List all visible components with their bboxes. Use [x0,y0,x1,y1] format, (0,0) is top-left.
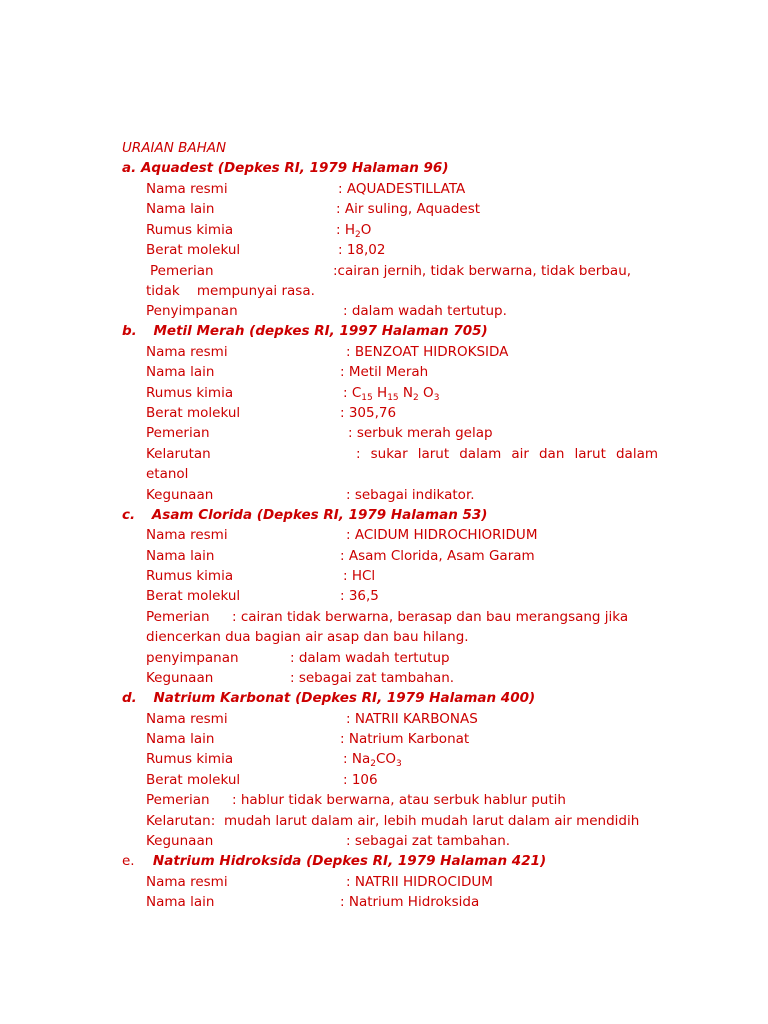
section-title: Metil Merah (depkes RI, 1997 Halaman 705) [153,323,488,339]
section-title: Natrium Hidroksida [152,853,302,869]
row-value: : AQUADESTILLATA [338,181,466,197]
row-key: Kelarutan [146,446,211,462]
section-a-heading [122,159,449,177]
row-value: : Natrium Karbonat [340,731,470,747]
row-key: Berat molekul [146,588,241,604]
row-key: Rumus kimia [146,751,234,767]
section-title: Asam Clorida (Depkes RI, 1979 Halaman 53) [151,507,488,523]
row-key: Berat molekul [146,405,241,421]
row-key: Pemerian [146,792,210,808]
row-value: : 305,76 [340,405,397,421]
row-value: : hablur tidak berwarna, atau serbuk hablur putih [232,792,566,808]
section-title-rest: (Depkes RI, 1979 Halaman 421) [301,853,547,869]
row-value: : Natrium Hidroksida [340,894,480,910]
row-key: Nama resmi [146,181,228,197]
row-continuation: etanol [146,466,189,482]
formula-value: : $H_2O$ [336,222,372,240]
row-key: Kegunaan [146,833,214,849]
row-key: Nama lain [146,731,215,747]
row-value: : Asam Clorida, Asam Garam [340,548,535,564]
row-value: : 36,5 [340,588,379,604]
row-key: Nama resmi [146,344,228,360]
row-value: : NATRII KARBONAS [346,711,478,727]
row-key: penyimpanan [146,650,239,666]
row-value: : sukar larut dalam air dan larut dalam [356,446,658,462]
row-key: Nama resmi [146,874,228,890]
row-continuation: diencerkan dua bagian air asap dan bau hilang. [146,629,469,645]
row-value: : sebagai zat tambahan. [346,833,511,849]
row-key: Berat molekul [146,772,241,788]
row-key: Pemerian [150,263,214,279]
section-label: e. [122,853,135,869]
row-value: : ACIDUM HIDROCHIORIDUM [346,527,538,543]
section-label: d. [122,690,137,706]
section-label: c. [122,507,136,523]
row-value: : sebagai indikator. [346,487,475,503]
row-value: : NATRII HIDROCIDUM [346,874,493,890]
row-value: : HCl [343,568,376,584]
row-value: : Metil Merah [340,364,429,380]
row-key: Berat molekul [146,242,241,258]
row-key: Nama resmi [146,527,228,543]
row-value: : sebagai zat tambahan. [290,670,455,686]
row-key: Nama lain [146,201,215,217]
row-value: : dalam wadah tertutup [290,650,450,666]
row-key: Rumus kimia [146,222,234,238]
section-title: Aquadest (Depkes RI, 1979 Halaman 96) [140,160,449,176]
row-value: : dalam wadah tertutup. [343,303,507,319]
row-key: Nama lain [146,548,215,564]
row-value: :cairan jernih, tidak berwarna, tidak berbau, [333,263,632,279]
row-key: Rumus kimia [146,568,234,584]
section-label: a. [122,160,137,176]
section-title: Natrium Karbonat (Depkes RI, 1979 Halaman 400) [153,690,536,706]
row-key: Nama resmi [146,711,228,727]
section-c-heading [122,506,487,524]
formula-value: : $Na_2CO_3$ [343,751,402,769]
row-value: : cairan tidak berwarna, berasap dan bau merangsang jika [232,609,629,625]
row-value: : 106 [343,772,378,788]
section-b-heading [122,322,488,340]
row-key: Nama lain [146,894,215,910]
row-value: : Air suling, Aquadest [336,201,481,217]
row-key: Kelarutan: [146,813,216,829]
row-value: mudah larut dalam air, lebih mudah larut dalam air mendidih [224,813,640,829]
row-key: Pemerian [146,425,210,441]
row-value: : BENZOAT HIDROKSIDA [346,344,509,360]
row-key: Kegunaan [146,670,214,686]
section-label: b. [122,323,137,339]
row-value: : 18,02 [338,242,386,258]
document-title: URAIAN BAHAN [122,140,227,156]
row-key: Rumus kimia [146,385,234,401]
formula-value: : $C_{15}$ $H_{15}$ $N_2$ $O_3$ [343,385,440,403]
row-key: Nama lain [146,364,215,380]
row-continuation: tidak mempunyai rasa. [146,283,315,299]
row-key: Kegunaan [146,487,214,503]
row-key: Penyimpanan [146,303,238,319]
row-value: : serbuk merah gelap [348,425,493,441]
section-d-heading [122,689,535,707]
section-e-heading [122,852,546,870]
row-key: Pemerian [146,609,210,625]
